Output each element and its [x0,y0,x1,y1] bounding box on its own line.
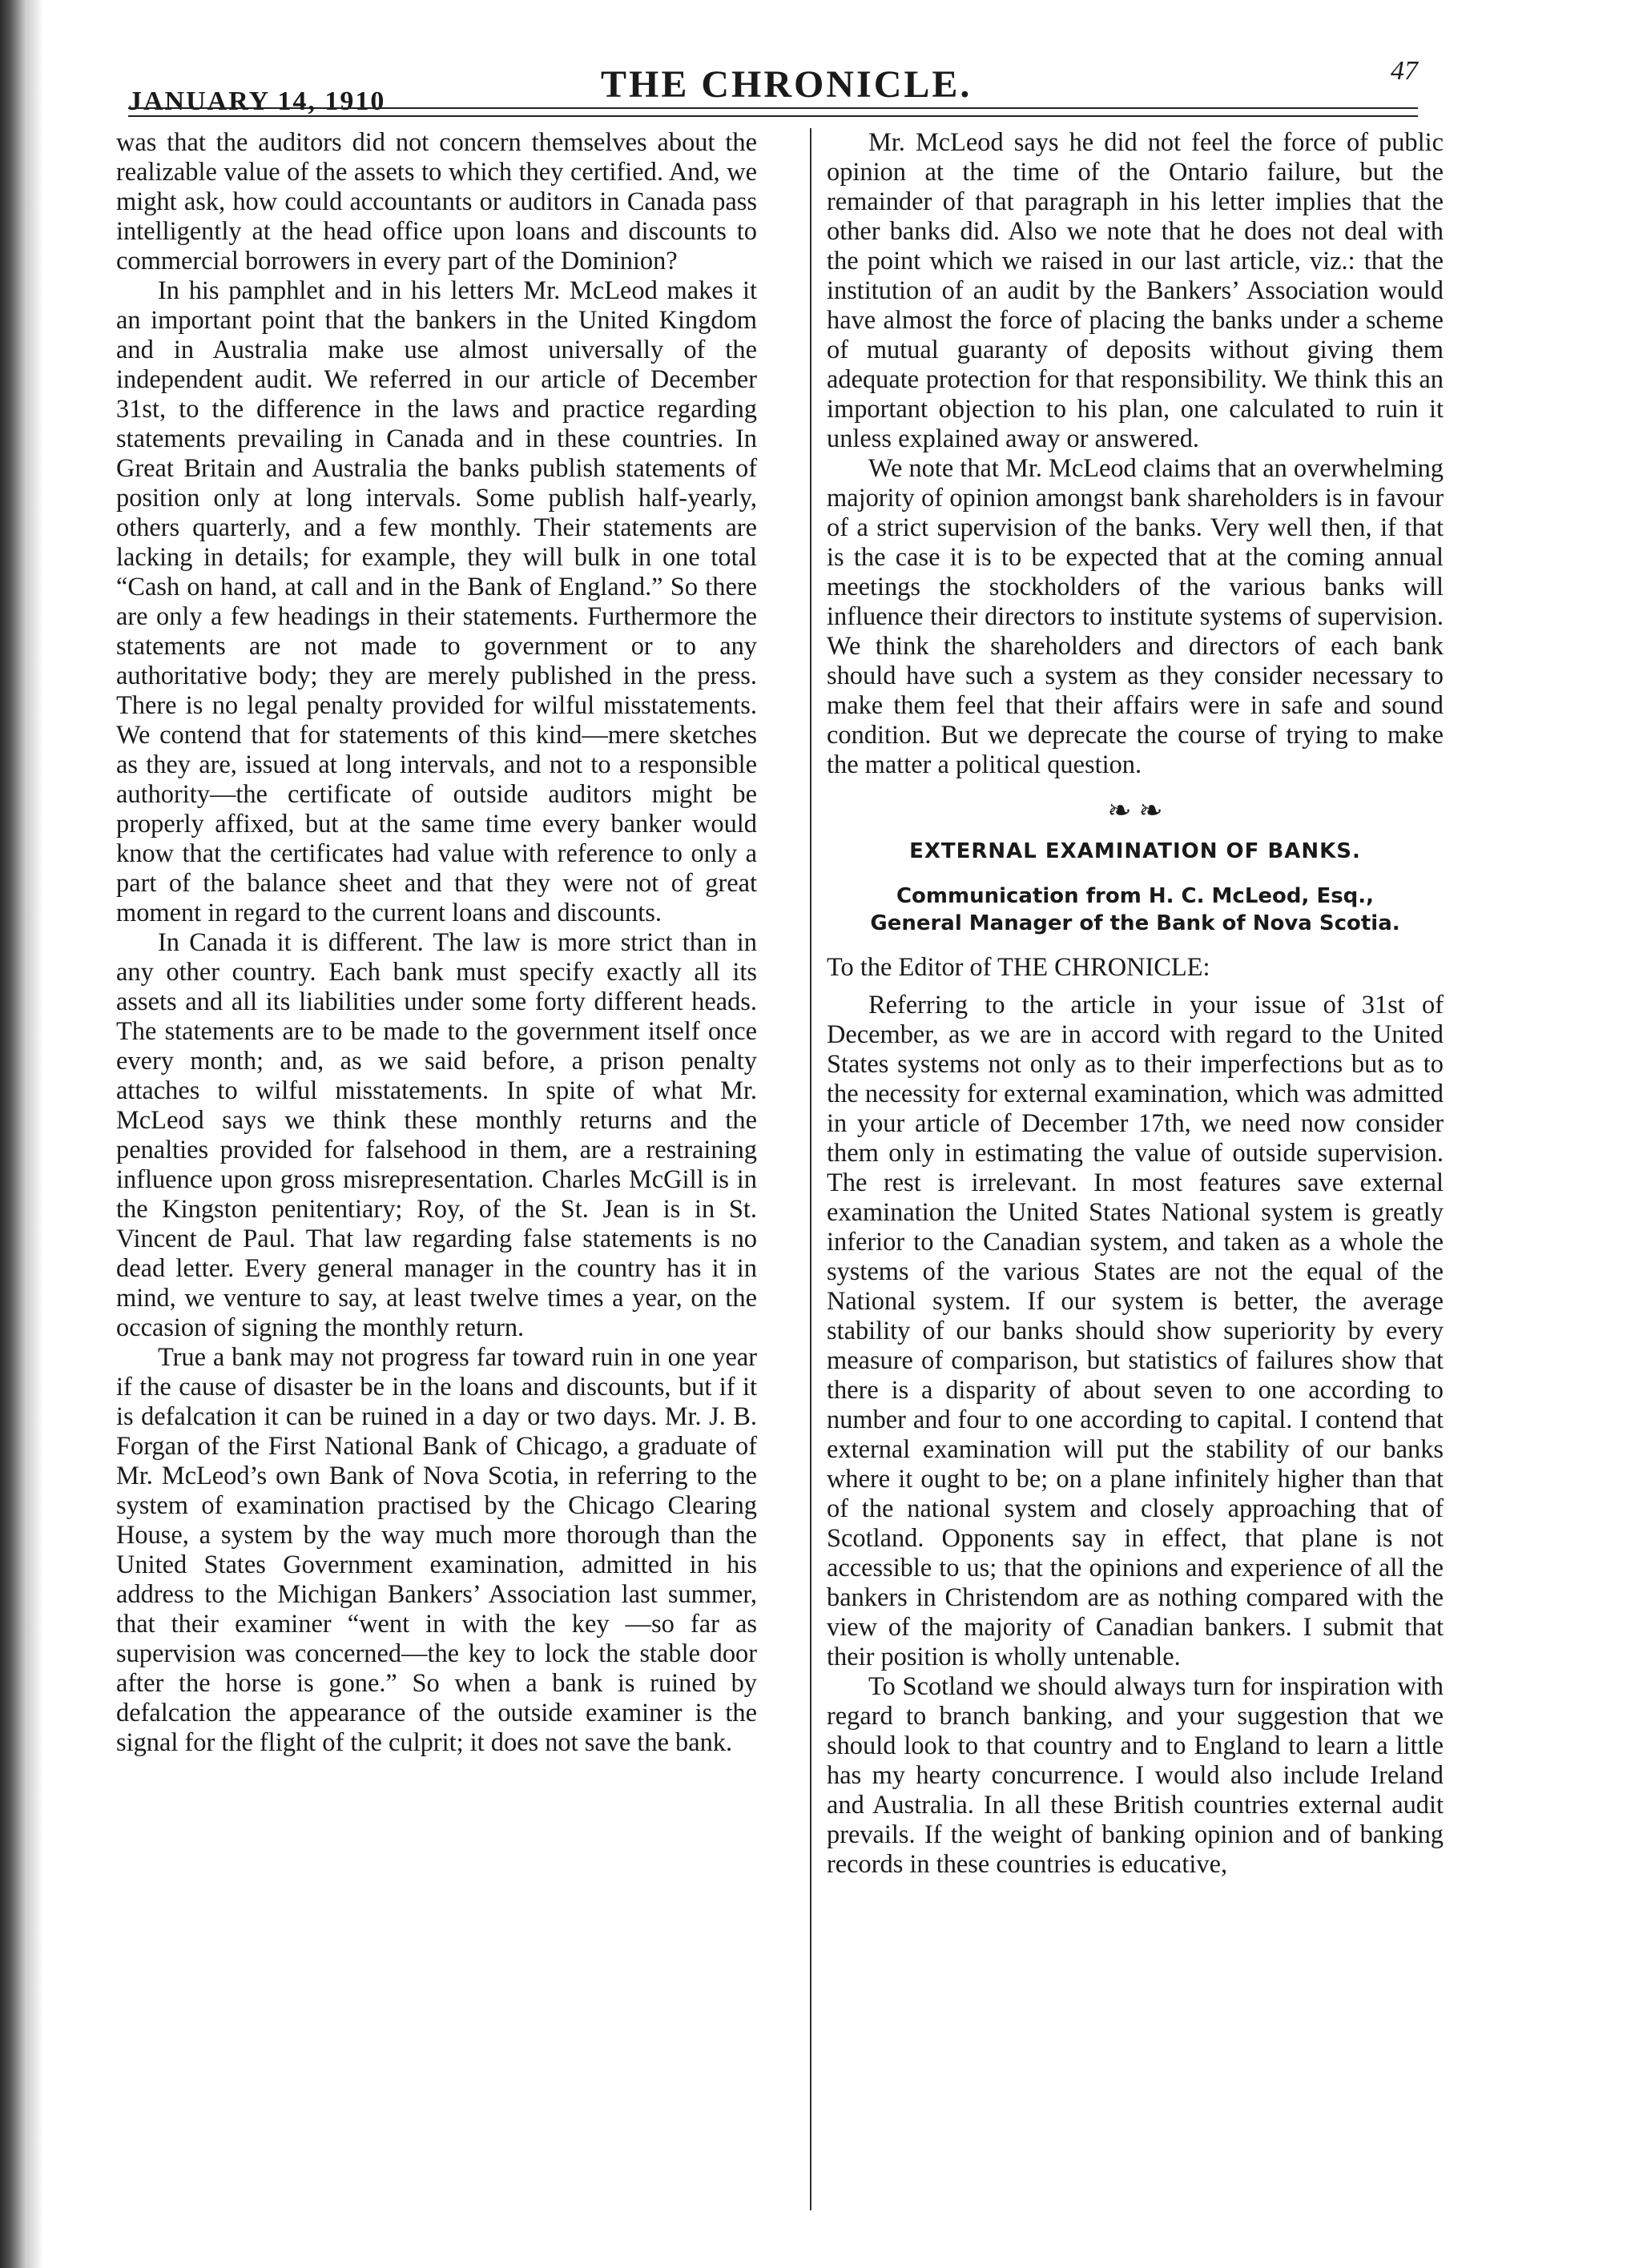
book-binding-edge [0,0,27,2268]
page-number: 47 [1391,56,1418,86]
issue-date: JANUARY 14, 1910 [128,86,386,116]
paragraph: In his pamphlet and in his letters Mr. McLeod makes it an important point that the bankers in the United Kingdom and in Australia make use almost universally of the independent audit. We referred in our article of December 31st, to the difference in the laws and practice regarding statements prevailing in Canada and in these countries. In Great Britain and Australia the banks publish statements of position only at long intervals. Some publish half-yearly, others quarterly, and a few monthly. Their statements are lacking in details; for example, they will bulk in one total “Cash on hand, at call and in the Bank of England.” So there are only a few headings in their statements. Furthermore the statements are not made to government or to any authoritative body; they are merely published in the press. There is no legal penalty provided for wilful misstatements. We contend that for statements of this kind—mere sketches as they are, issued at long intervals, and not to a responsible authority—the certificate of outside auditors might be properly affixed, but at the same time every banker would know that the certificates had value with reference to only a part of the balance sheet and that they were not of great moment in regard to the current loans and discounts. [116,276,757,927]
page-header [128,46,1418,116]
paragraph: Mr. McLeod says he did not feel the force of public opinion at the time of the Ontario failure, but the remainder of that paragraph in his letter implies that the other banks did. Also we note that he does not deal with the point which we raised in our last article, viz.: that the institution of an audit by the Bankers’ Association would have almost the force of placing the banks under a scheme of mutual guaranty of deposits without giving them adequate protection for that responsibility. We think this an important objection to his plan, one calculated to ruin it unless explained away or answered. [827,128,1444,453]
section-subtitle: Communication from H. C. McLeod, Esq., General Manager of the Bank of Nova Scotia. [870,884,1400,935]
paragraph: True a bank may not progress far toward ruin in one year if the cause of disaster be in the loans and discounts, but if it is defalcation it can be ruined in a day or two days. Mr. J. B. Forgan of the First National Bank of Chicago, a graduate of Mr. McLeod’s own Bank of Nova Scotia, in referring to the system of examination practised by the Chicago Clearing House, a system by the way much more thorough than the United States Government examination, admitted in his address to the Michigan Bankers’ Association last summer, that their examiner “went in with the key —so far as supervision was concerned—the key to lock the stable door after the horse is gone.” So when a bank is ruined by defalcation the appearance of the outside examiner is the signal for the flight of the culprit; it does not save the bank. [116,1343,757,1757]
left-column [116,128,757,2210]
paragraph: was that the auditors did not concern themselves about the realizable value of the assets to which they certified. And, we might ask, how could accountants or auditors in Canada pass intelligently at the head office upon loans and discounts to commercial borrowers in every part of the Dominion? [116,128,757,275]
section-title: EXTERNAL EXAMINATION OF BANKS. [909,839,1361,863]
page-gutter-shadow [27,0,43,2268]
column-divider [810,128,811,2210]
paragraph: To Scotland we should always turn for inspiration with regard to branch banking, and your suggestion that we should look to that country and to England to learn a little has my hearty concurrence. I would also include Ireland and Australia. In all these British countries external audit prevails. If the weight of banking opinion and of banking records in these countries is educative, [827,1672,1444,1879]
letter-salutation: To the Editor of THE CHRONICLE: [827,953,1210,982]
header-double-rule [128,107,1418,117]
paragraph: We note that Mr. McLeod claims that an overwhelming majority of opinion amongst bank shareholders is in favour of a strict supervision of the banks. Very well then, if that is the case it is to be expected that at the coming annual meetings the stockholders of the various banks will influence their directors to institute systems of supervision. We think the shareholders and directors of each bank should have such a system as they consider necessary to make them feel that their affairs were in safe and sound condition. But we deprecate the course of trying to make the matter a political question. [827,454,1444,779]
right-column [827,128,1444,2210]
paragraph: Referring to the article in your issue of 31st of December, as we are in accord with regard to the United States systems not only as to their imperfections but as to the necessity for external examination, which was admitted in your article of December 17th, we need now consider them only in estimating the value of outside supervision. The rest is irrelevant. In most features save external examination the United States National system is greatly inferior to the Canadian system, and taken as a whole the systems of the various States are not the equal of the National system. If our system is better, the average stability of our banks should show superiority by every measure of comparison, but statistics of failures show that there is a disparity of about seven to one according to number and four to one according to capital. I contend that external examination will put the stability of our banks where it ought to be; on a plane infinitely higher than that of the national system and closely approaching that of Scotland. Opponents say in effect, that plane is not accessible to us; that the opinions and experience of all the bankers in Christendom are as nothing compared with the view of the majority of Canadian bankers. I submit that their position is wholly untenable. [827,991,1444,1671]
paragraph: In Canada it is different. The law is more strict than in any other country. Each bank must specify exactly all its assets and all its liabilities under some forty different heads. The statements are to be made to the government itself once every month; and, as we said before, a prison penalty attaches to wilful misstatements. In spite of what Mr. McLeod says we think these monthly returns and the penalties provided for falsehood in them, are a restraining influence upon gross misrepresentation. Charles McGill is in the Kingston penitentiary; Roy, of the St. Jean is in St. Vincent de Paul. That law regarding false statements is no dead letter. Every general manager in the country has it in mind, we venture to say, at least twelve times a year, on the occasion of signing the monthly return. [116,928,757,1342]
publication-title: THE CHRONICLE. [601,63,972,106]
section-ornament: ❧ ❧ [1107,794,1163,826]
